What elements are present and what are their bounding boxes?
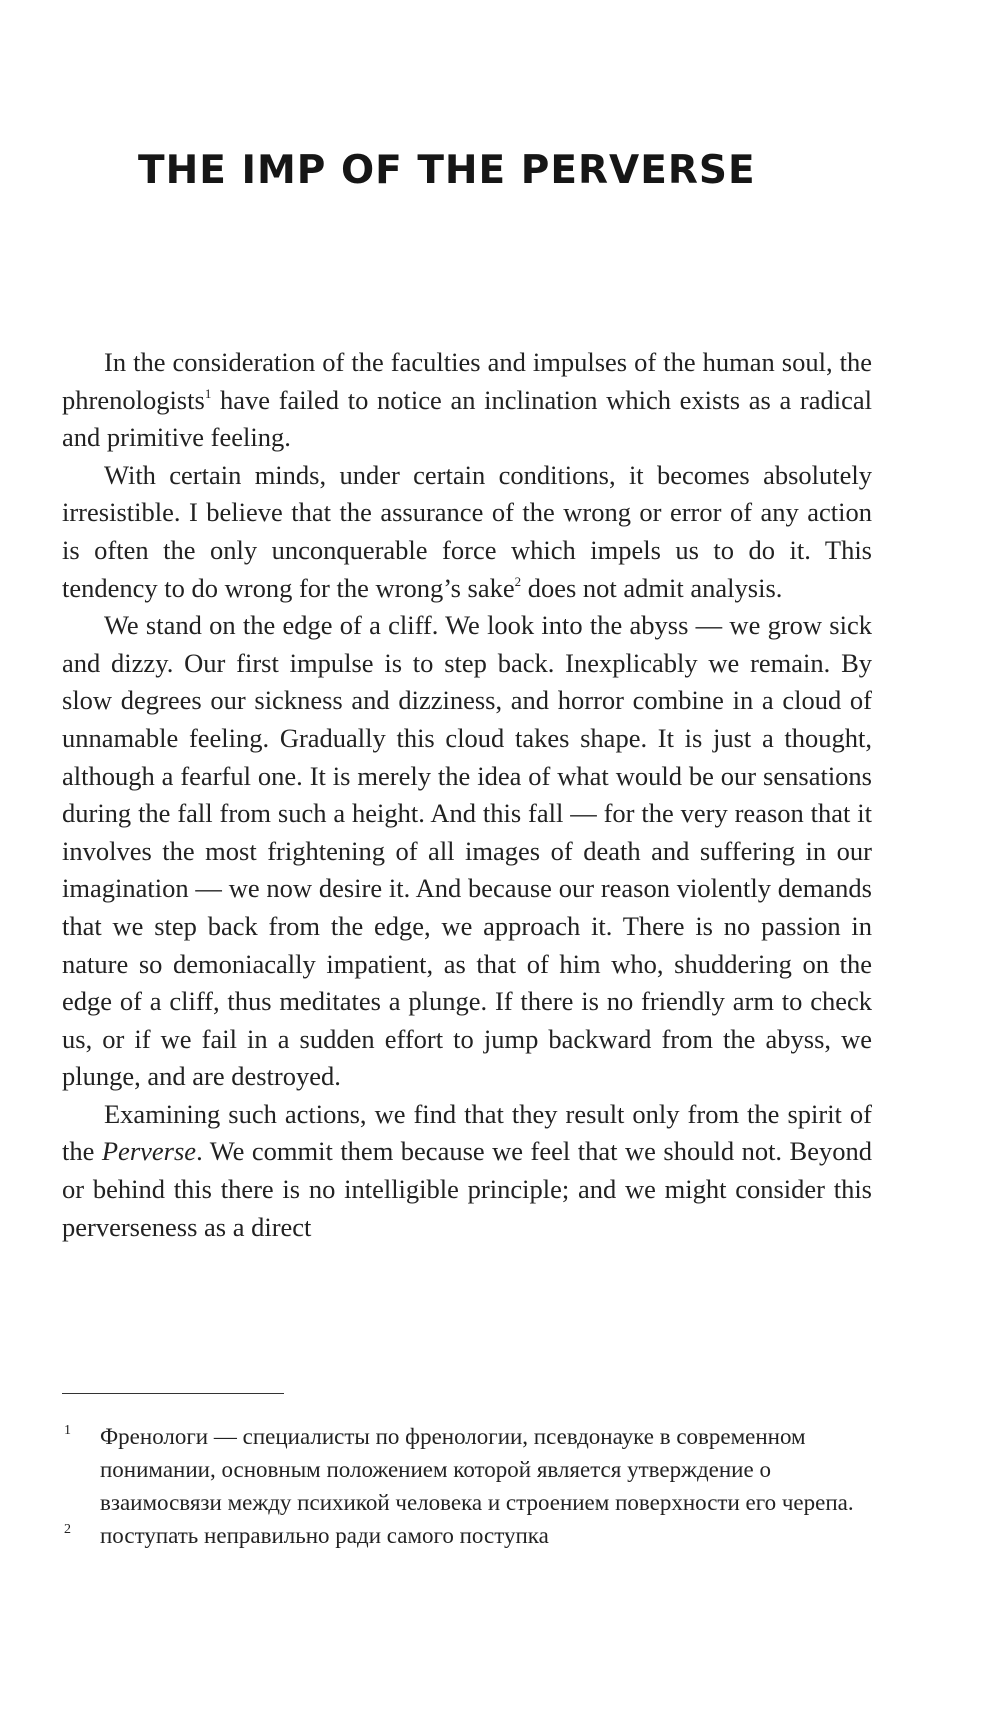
footnotes [62, 1420, 872, 1552]
paragraph-1 [62, 344, 872, 457]
footnote-2 [62, 1519, 872, 1552]
footnote-ref-1: 1 [204, 385, 212, 401]
chapter-title: THE IMP OF THE PERVERSE [138, 148, 756, 193]
paragraph-2-text: With certain minds, under certain conditions, it becomes absolutely irresistible. I believe that the assurance of the wrong or error of any action is often the only unconquerable force which impels us to do it. This tendency to do wrong for the wrong’s sake [62, 459, 872, 603]
paragraph-4-text-cont: . We commit them because we feel that we should not. Beyond or behind this there is no intelligible principle; and we might consider this perverseness as a direct [62, 1136, 872, 1242]
paragraph-2 [62, 457, 872, 607]
paragraph-3: We stand on the edge of a cliff. We look into the abyss — we grow sick and dizzy. Our first impulse is to step back. Inexplicably we remain. By slow degrees our sickness and dizziness, and horror combine in a cloud of unnamable feeling. Gradually this cloud takes shape. It is just a thought, although a fearful one. It is merely the idea of what would be our sensations during the fall from such a height. And this fall — for the very reason that it involves the most frightening of all images of death and suffering in our imagination — we now desire it. And because our reason violently demands that we step back from the edge, we approach it. There is no passion in nature so demoniacally impatient, as that of him who, shuddering on the edge of a cliff, thus meditates a plunge. If there is no friendly arm to check us, or if we fail in a sudden effort to jump backward from the abyss, we plunge, and are destroyed. [62, 610, 872, 1092]
italic-term: Perverse [101, 1136, 197, 1167]
footnote-1-text: Френологи — специалисты по френологии, псевдонауке в современном понимании, основным положением которой является утверждение о взаимосвязи между психикой человека и строением поверхности его черепа. [100, 1424, 854, 1515]
paragraph-1-text-cont: have failed to notice an inclination which exists as a radical and primitive feeling. [62, 384, 872, 453]
footnote-2-text: поступать неправильно ради самого поступка [100, 1523, 549, 1548]
footnote-2-number: 2 [64, 1522, 71, 1537]
paragraph-4 [62, 1096, 872, 1246]
footnote-ref-2: 2 [514, 573, 522, 589]
body-text [62, 344, 872, 1246]
paragraph-4-text: Examining such actions, we find that they result only from the spirit of the [62, 1098, 872, 1167]
paragraph-1-text: In the consideration of the faculties and impulses of the human soul, the phrenologists [62, 347, 872, 415]
footnote-divider [62, 1393, 284, 1394]
footnote-1-number: 1 [64, 1423, 71, 1438]
footnote-1 [62, 1420, 872, 1519]
paragraph-2-text-cont: does not admit analysis. [521, 572, 783, 603]
